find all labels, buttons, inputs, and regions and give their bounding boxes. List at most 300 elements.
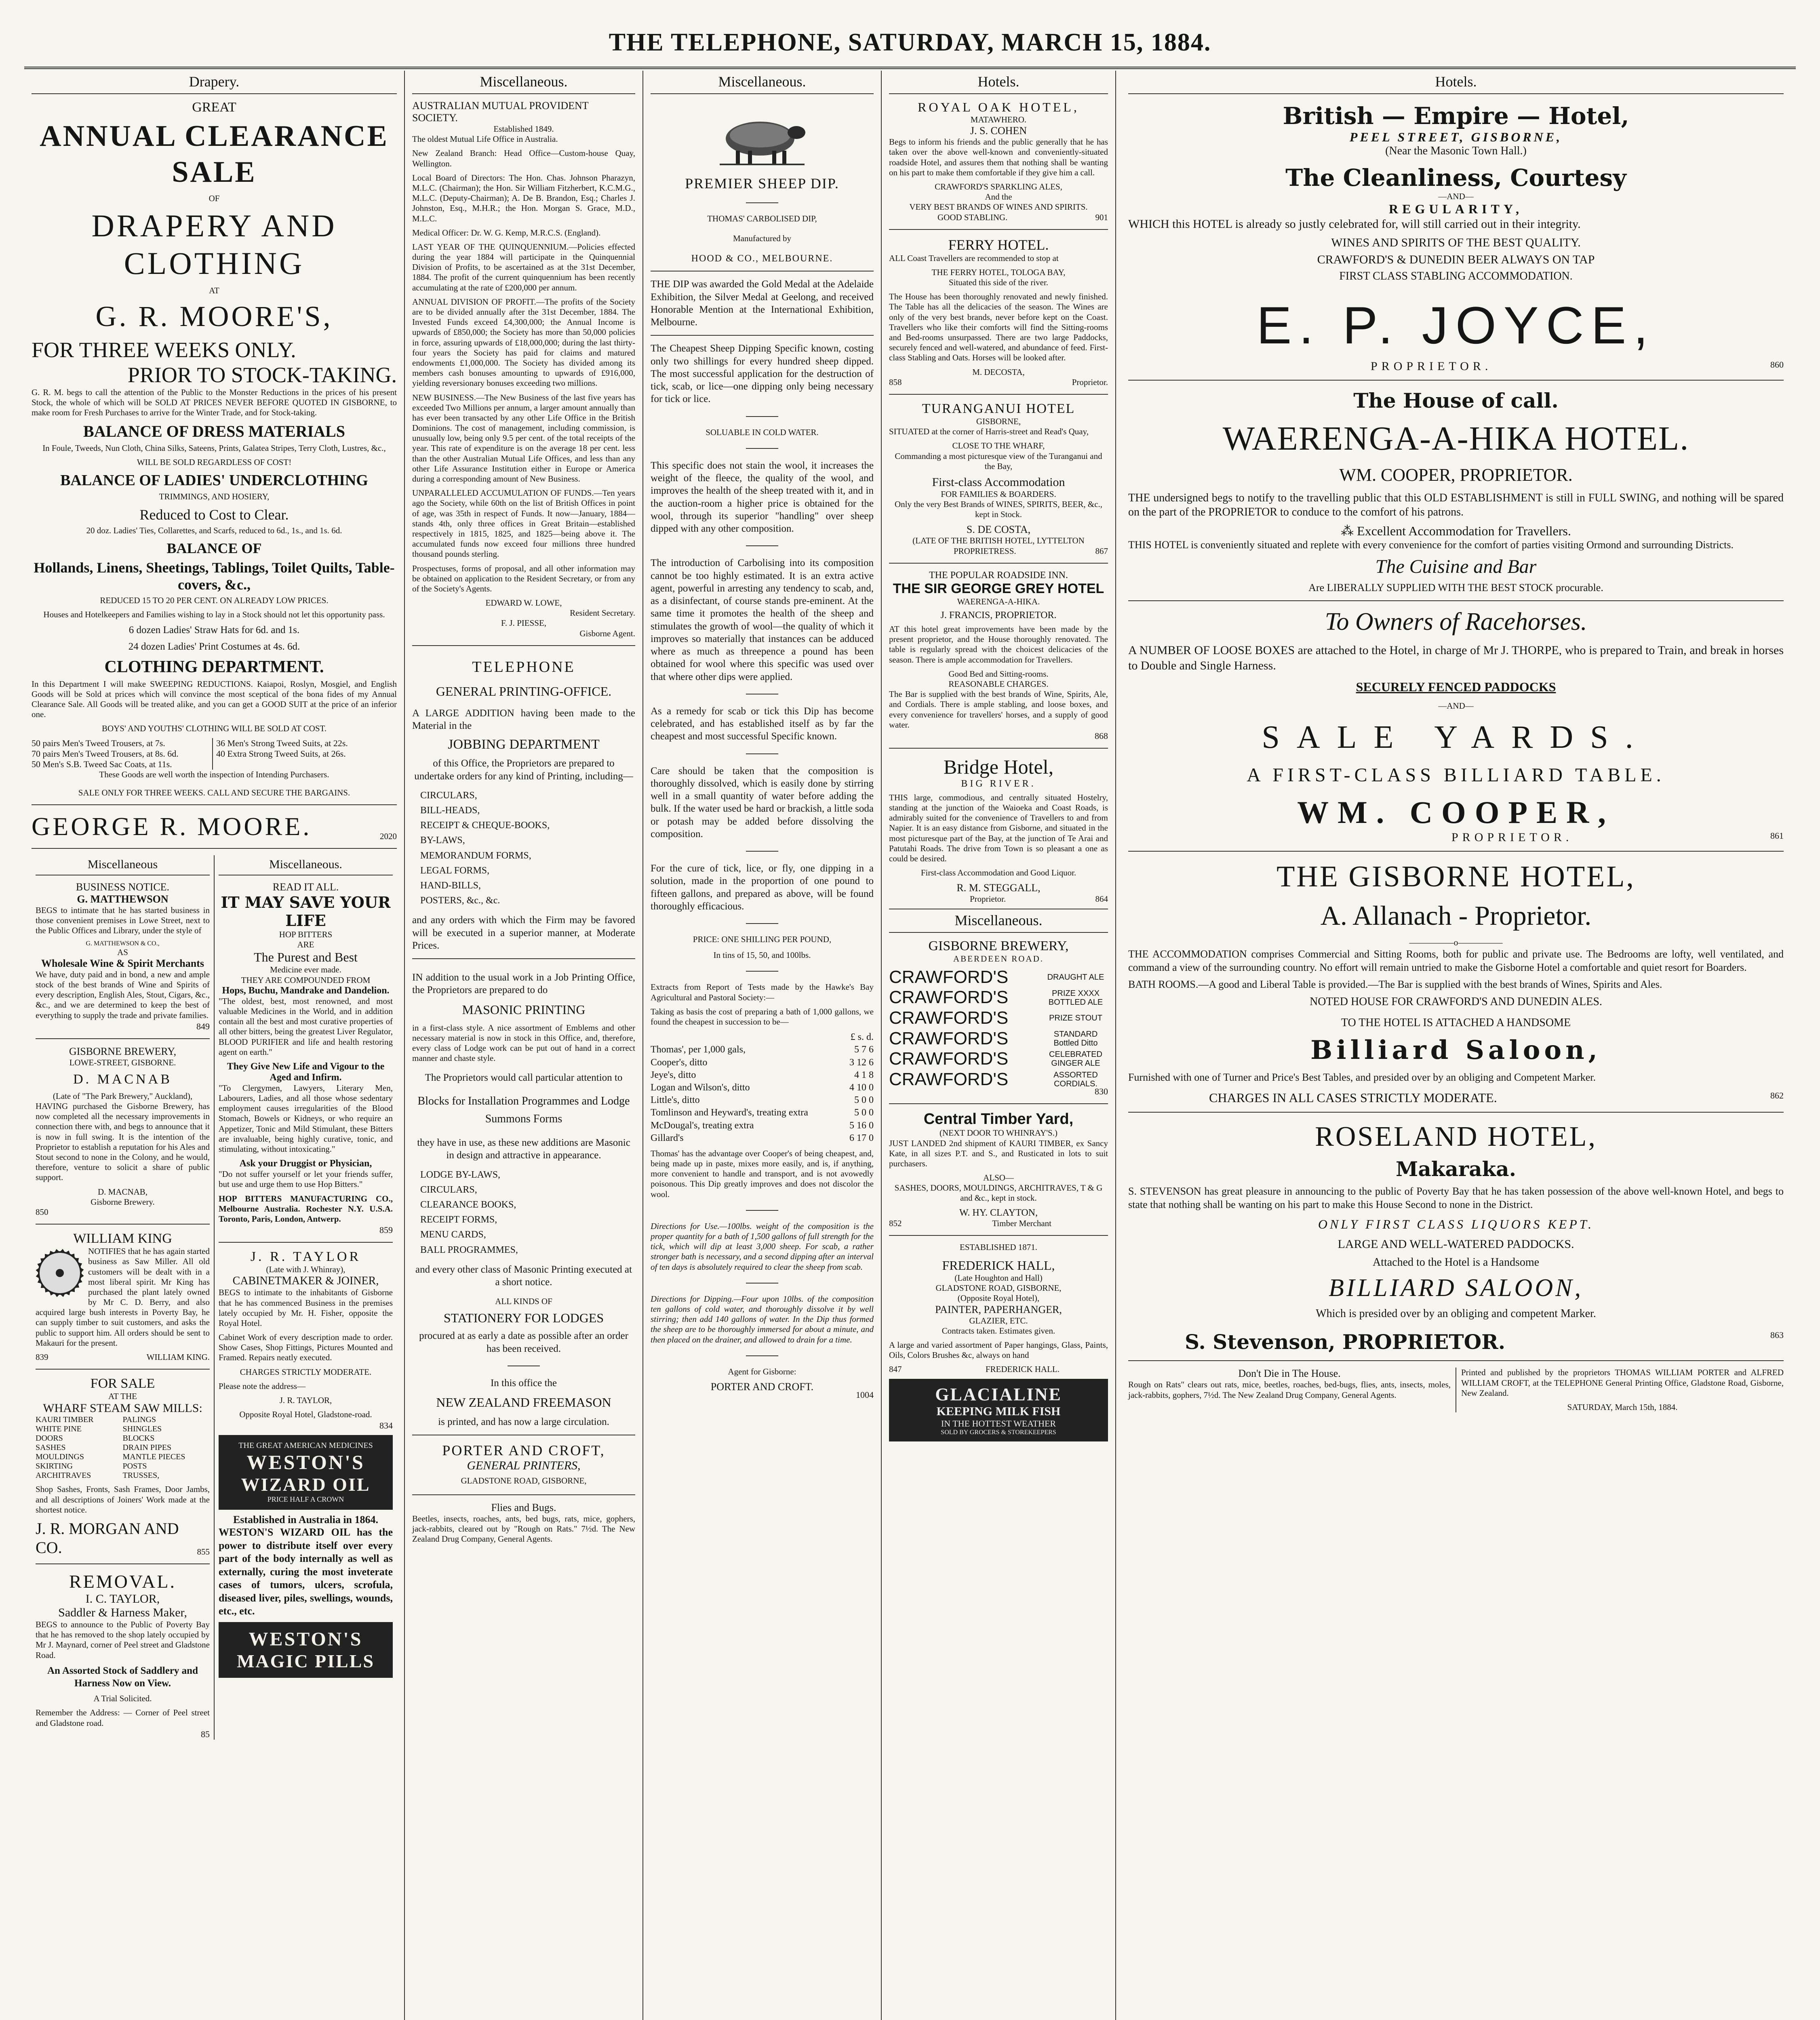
ad-owners: To Owners of Racehorses. <box>1325 608 1587 636</box>
ad-taylor: I. C. TAYLOR, <box>85 1592 160 1605</box>
ad-procured: procured at as early a date as possible after an order has been received. <box>419 1330 628 1354</box>
table-cell-name: McDougal's, treating extra <box>651 1120 754 1131</box>
ad-all-kinds: ALL KINDS OF <box>495 1296 552 1307</box>
ad-as: AS <box>117 947 128 957</box>
ad-give: They Give New Life and Vigour to the Aged and Infirm. <box>227 1061 385 1083</box>
section-heading: Hotels. <box>889 71 1108 94</box>
printing-item: CIRCULARS, <box>420 790 477 801</box>
ad-king-sig: WILLIAM KING. <box>146 1352 210 1362</box>
ad-sale-yards: SALE YARDS. <box>1262 720 1650 755</box>
ad-number: 847 <box>889 1364 902 1374</box>
ad-cooper-text: THE undersigned begs to notify to the travelling public that this OLD ESTABLISHMENT is still in FULL SWING, and nothing will be spared on the part of the PROPRIETOR to conduce to the comfort of his patrons. <box>1128 491 1784 518</box>
ad-bridge: Bridge Hotel, <box>943 755 1054 778</box>
ad-any-other: and any orders with which the Firm may be favored will be executed in a superior manner, at Moderate Prices. <box>412 915 635 951</box>
ad-every-other: and every other class of Masonic Printing executed at a short notice. <box>415 1264 632 1288</box>
ad-clayton: W. HY. CLAYTON, <box>959 1207 1038 1218</box>
ad-give-text: "To Clergymen, Lawyers, Literary Men, Labourers, Ladies, and all those whose sedentary employment causes irregularities of the Blood Stomach, Bowels or Kidneys, or who require an Appetizer, Tonic and Mild Stimulant, these Bitters are invaluable, being highly curative, tonic, and stimulating, without intoxicating." <box>219 1083 393 1154</box>
ad-balance-under-2: TRIMMINGS, AND HOSIERY, <box>159 492 270 502</box>
ad-quin: LAST YEAR OF THE QUINQUENNIUM.—Policies effected during the year 1884 will participate in the Quinquennial Division of Profits, to be ascertained as at the 31st December, 1884. The profit of the current quinquennium has been recently accumulating at the rate of £200,000 per annum. <box>412 242 635 292</box>
ad-number: 85 <box>201 1729 210 1739</box>
ad-near: (Near the Masonic Town Hall.) <box>1385 145 1527 157</box>
table-cell-cost: 5 0 0 <box>854 1107 874 1118</box>
ad-number: 1004 <box>856 1389 874 1400</box>
ad-are: ARE <box>297 940 314 950</box>
ad-morgan: J. R. MORGAN AND CO. <box>36 1519 179 1557</box>
ad-ask: Ask your Druggist or Physician, <box>239 1158 372 1169</box>
ad-directions: Directions for Use.—100lbs. weight of the composition is the proper quantity for a bath of 1,500 gallons of full strength for the tick, which will dip at least 3,000 sheep. For scab, a rather stronger bath is necessary, and a second dipping after an interval of ten days is absolutely required to clear the sheep from scab. <box>651 1221 874 1272</box>
crawford-row <box>889 1008 1108 1029</box>
ad-compounded: THEY ARE COMPOUNDED FROM <box>241 975 371 985</box>
ad-sale-only: SALE ONLY FOR THREE WEEKS. CALL AND SECURE THE BARGAINS. <box>78 787 350 797</box>
sub-columns <box>32 855 397 1740</box>
ad-king: WILLIAM KING <box>73 1231 172 1246</box>
column-misc-1 <box>405 71 642 2020</box>
ad-only: Only the very Best Brands of WINES, SPIRITS, BEER, &c., kept in Stock. <box>894 499 1103 520</box>
ad-hop: HOP BITTERS <box>279 930 333 940</box>
ad-timber-list <box>36 1415 210 1480</box>
masthead-title: THE TELEPHONE, SATURDAY, MARCH 15, 1884. <box>24 18 1796 69</box>
crawford-brand: CRAWFORD'S <box>889 1049 1009 1069</box>
table-cell-name: Thomas', per 1,000 gals, <box>651 1044 746 1055</box>
ad-flies-text: Beetles, insects, roaches, ants, bed bugs, rats, mice, gophers, jack-rabbits, cleared out by "Rough on Rats." 7½d. The New Zealand Drug Company, General Agents. <box>412 1513 635 1544</box>
ad-masonic-text: in a first-class style. A nice assortment of Emblems and other necessary material is now in stock in this Office, and, therefore, every class of Lodge work can be put out of hand in a correct manner and chaste style. <box>412 1023 635 1063</box>
ad-assorted: An Assorted Stock of Saddlery and Harness Now on View. <box>47 1665 198 1689</box>
ad-number: 834 <box>379 1420 393 1431</box>
glaciaine-logo <box>889 1379 1108 1441</box>
ad-francis-text: AT this hotel great improvements have been made by the present proprietor, and the House thoroughly renovated. The table is regularly spread with the choicest delicacies of the season. There is ample accommodation for Travellers. <box>889 624 1108 665</box>
ad-hollands: Hollands, Linens, Sheetings, Tablings, Toilet Quilts, Table-covers, &c., <box>34 559 395 593</box>
ad-first-class: First-class Accommodation and Good Liquor. <box>921 868 1076 878</box>
ad-securely: SECURELY FENCED PADDOCKS <box>1356 680 1556 694</box>
ad-soluble: SOLUABLE IN COLD WATER. <box>706 427 819 437</box>
ad-waerenga-hotel: WAERENGA-A-HIKA HOTEL. <box>1222 419 1689 457</box>
ad-liberally: Are LIBERALLY SUPPLIED WITH THE BEST STOCK procurable. <box>1308 582 1603 594</box>
table-cell-name: Gillard's <box>651 1132 684 1143</box>
ad-matthewson-text: BEGS to intimate that he has started business in those convenient premises in Lowe Street, next to the Public Offices and Library, under the style of <box>36 905 210 936</box>
ad-bridge-text: THIS large, commodious, and centrally situated Hostelry, standing at the junction of the Waioeka and Coast Roads, is admirably suited for the convenience of Travellers to and from Napier. It is an easy distance from Gisborne, and situated in the most picturesque part of the Bay, at the junction of Te Arai and Patutahi Roads. The drive from Town is so pleasant a one as could be desired. <box>889 792 1108 863</box>
ad-balance-under-3: Reduced to Cost to Clear. <box>139 506 289 523</box>
ad-cooper: WM. COOPER, PROPRIETOR. <box>1339 465 1573 485</box>
ad-crawfords2: And the <box>985 192 1012 202</box>
ad-printing: GENERAL PRINTING-OFFICE. <box>436 684 612 699</box>
ad-houghton: (Late Houghton and Hall) <box>954 1273 1043 1283</box>
section-heading: Hotels. <box>1128 71 1784 94</box>
sub-column-left <box>32 855 214 1740</box>
lodge-item: RECEIPT FORMS, <box>420 1214 497 1225</box>
ad-tins: In tins of 15, 50, and 100lbs. <box>713 950 811 960</box>
ad-hollands-2: REDUCED 15 TO 20 PER CENT. ON ALREADY LOW PRICES. <box>100 595 329 605</box>
crawford-brand: CRAWFORD'S <box>889 1069 1009 1089</box>
ad-presided: Which is presided over by an obliging and competent Marker. <box>1316 1307 1596 1320</box>
ad-ferry3: Situated this side of the river. <box>948 278 1049 288</box>
section-heading: Miscellaneous. <box>412 71 635 94</box>
table-cell-cost: 5 7 6 <box>854 1044 874 1055</box>
ad-address: Please note the address— <box>219 1381 306 1391</box>
ad-clothing-text: In this Department I will make SWEEPING REDUCTIONS. Kaiapoi, Roslyn, Mosgiel, and English Goods will be Sold at prices which will convince the most sceptical of the bona fides of my Annual Clearance Sale. All Goods will be treated alike, and you can get a GOOD SUIT at the price of an inferior one. <box>32 679 397 720</box>
timber-list-left <box>36 1415 123 1480</box>
ad-brewery-addr: LOWE-STREET, GISBORNE. <box>69 1057 176 1067</box>
ad-macnab-text: HAVING purchased the Gisborne Brewery, has now completed all the necessary improvements in connection there with, and begs to announce that it is now in full swing. It is the intention of the Proprietor to establish a reputation for his Ales and Stout second to none in the Colony, and he would, therefore, venture to solicit a share of public support. <box>36 1101 210 1183</box>
ad-proprietor: Proprietor. <box>1072 377 1108 387</box>
sheep-icon <box>716 110 809 167</box>
ad-amps: AUSTRALIAN MUTUAL PROVIDENT SOCIETY. <box>412 100 589 124</box>
ad-ferry-text: ALL Coast Travellers are recommended to stop at <box>889 253 1059 263</box>
ad-waerenga: WAERENGA-A-HIKA. <box>957 596 1040 606</box>
logo-sold: SOLD BY GROCERS & STOREKEEPERS <box>941 1429 1056 1436</box>
ad-drapery-clothing: DRAPERY AND CLOTHING <box>91 208 337 281</box>
ad-charges: CHARGES IN ALL CASES STRICTLY MODERATE. <box>1209 1090 1497 1105</box>
table-row <box>651 1056 874 1069</box>
ad-charges: CHARGES STRICTLY MODERATE. <box>240 1367 372 1377</box>
ad-gladstone: GLADSTONE ROAD, GISBORNE, <box>935 1283 1062 1293</box>
ad-addr3: Opposite Royal Hotel, Gladstone-road. <box>239 1410 372 1420</box>
ad-gb: GISBORNE BREWERY, <box>928 938 1069 953</box>
ad-number: 852 <box>889 1218 902 1228</box>
ad-painter: PAINTER, PAPERHANGER, <box>935 1303 1062 1315</box>
lodge-item: CLEARANCE BOOKS, <box>420 1199 516 1210</box>
ad-balance-of: BALANCE OF <box>166 540 262 556</box>
ad-lowe2: Resident Secretary. <box>570 608 635 618</box>
table-cell-name: Logan and Wilson's, ditto <box>651 1082 750 1093</box>
section-heading: Miscellaneous. <box>651 71 874 94</box>
logo-great-american: THE GREAT AMERICAN MEDICINES <box>238 1441 373 1450</box>
ad-paddocks: LARGE AND WELL-WATERED PADDOCKS. <box>1338 1237 1574 1251</box>
ad-steggall: R. M. STEGGALL, <box>956 882 1041 894</box>
ad-purest: The Purest and Best <box>254 950 358 965</box>
logo-price: PRICE HALF A CROWN <box>267 1495 344 1504</box>
ad-est: Established in Australia in 1864. <box>233 1514 379 1526</box>
table-row <box>651 1107 874 1119</box>
ad-proprietor-2: PROPRIETOR. <box>1451 831 1573 844</box>
ad-wholesale-text: We have, duty paid and in bond, a new and ample stock of the best brands of Wine and Spirits of every description, English Ales, Stout, Cigars, &c., &c., and we are determined to keep the best of everything to supply the trade and private families. <box>36 969 210 1020</box>
ad-at-the: AT THE <box>108 1391 137 1401</box>
ad-read: READ IT ALL. <box>272 881 339 893</box>
ad-macnab-sig2: Gisborne Brewery. <box>91 1197 155 1207</box>
ad-of: OF <box>209 193 220 203</box>
ad-cabinet-text2: Cabinet Work of every description made to order. Show Cases, Shop Fittings, Pictures Mounted and Framed. Repairs neatly executed. <box>219 1332 393 1363</box>
ad-in-addition: IN addition to the usual work in a Job Printing Office, the Proprietors are prepared to do <box>412 972 635 996</box>
suits-right <box>212 738 397 770</box>
sub-column-right <box>214 855 397 1740</box>
ad-grey: THE SIR GEORGE GREY HOTEL <box>893 581 1104 596</box>
ad-next: (NEXT DOOR TO WHINRAY'S.) <box>939 1128 1057 1138</box>
ad-cleanliness: The Cleanliness, Courtesy <box>1285 164 1626 191</box>
ad-annual: ANNUAL DIVISION OF PROFIT.—The profits of the Society are to be divided annually after the 31st December, 1884. The Invested Funds exceed £4,300,000; the Annual Income is upwards of £850,000; the Society has more than 50,000 policies in force, assuring upwards of £18,000,000; during the last thirty-four years the Society has paid for claims and matured endowments £1,000,000. The Society has divided among its members cash bonuses amounting to upwards of £916,000, yielding reversionary bonuses exceeding two millions. <box>412 297 635 388</box>
ad-hops-text: "The oldest, best, most renowned, and most valuable Medicines in the World, and in addition contain all the best and most curative properties of all other bitters, being the greatest Liver Regulator, BLOOD PURIFIER and life and health restoring agent on earth." <box>219 996 393 1057</box>
ad-ferry: FERRY HOTEL. <box>948 236 1049 253</box>
ad-number: 830 <box>1095 1086 1108 1097</box>
ad-number: 839 <box>36 1352 48 1362</box>
ad-blocks-text: they have in use, as these new additions are Masonic in design and attractive in appearance. <box>417 1137 630 1161</box>
section-heading: Miscellaneous <box>36 855 210 875</box>
lodge-item: BALL PROGRAMMES, <box>420 1244 518 1255</box>
ad-sdecosta: S. DE COSTA, <box>966 524 1031 536</box>
ad-crawfords: CRAWFORD'S SPARKLING ALES, <box>935 181 1062 191</box>
ad-masonic: MASONIC PRINTING <box>462 1002 586 1017</box>
ad-local: Local Board of Directors: The Hon. Chas. Johnson Pharazyn, M.L.C. (Chairman); the Hon. Sir William Fitzherbert, K.C.M.G., M.L.C. (Deputy-Chairman); A. De B. Brandon, Esq.; Charles J. Johnston, Esq., M.H.R.; the Hon. Morgan S. Grace, M.D., M.L.C. <box>412 173 635 223</box>
ad-balance-under-4: 20 doz. Ladies' Ties, Collarettes, and Scarfs, reduced to 6d., 1s., and 1s. 6d. <box>86 525 342 535</box>
ad-save: IT MAY SAVE YOUR LIFE <box>221 893 391 930</box>
lodge-list <box>420 1168 635 1258</box>
ad-peel: PEEL STREET, GISBORNE, <box>1349 130 1563 144</box>
ad-premier: PREMIER SHEEP DIP. <box>685 175 839 191</box>
ad-moores: G. R. MOORE'S, <box>95 300 333 333</box>
ad-boys: BOYS' AND YOUTHS' CLOTHING WILL BE SOLD AT COST. <box>101 724 327 734</box>
ad-macnab-sig: D. MACNAB, <box>97 1187 148 1197</box>
ad-whinray: (Late with J. Whinray), <box>266 1265 345 1275</box>
ad-hops: Hops, Buchu, Mandrake and Dandelion. <box>222 985 390 996</box>
ad-bath: BATH ROOMS.—A good and Liberal Table is provided.—The Bar is supplied with the best brands of Wines, Spirits and Ales. <box>1128 978 1662 991</box>
table-row <box>651 1119 874 1132</box>
ad-removal: REMOVAL. <box>69 1571 176 1592</box>
logo-westons-2: WESTON'S <box>249 1628 363 1650</box>
ad-saddler: Saddler & Harness Maker, <box>58 1605 187 1619</box>
ad-rough: Rough on Rats" clears out rats, mice, beetles, roaches, bed-bugs, flies, ants, insects, moles, jack-rabbits, gophers, 7½d. The New Zealand Drug Company, General Agents. <box>1128 1380 1451 1400</box>
ad-manufactured: Manufactured by <box>733 234 792 244</box>
ad-number: 850 <box>36 1207 48 1217</box>
crawford-row <box>889 967 1108 988</box>
ad-intro: G. R. M. begs to call the attention of the Public to the Monster Reductions in the prices of his present Stock, the whole of which will be SOLD AT PRICES NEVER BEFORE QUOTED IN GISBORNE, to make room for Fresh Purchases to arrive for the Winter Trade, and for Stock-taking. <box>32 387 397 417</box>
crawford-brand: CRAWFORD'S <box>889 987 1009 1008</box>
crawford-product: CELEBRATED GINGER ALE <box>1049 1050 1102 1068</box>
ad-contracts: Contracts taken. Estimates given. <box>942 1326 1055 1336</box>
ad-shop: Shop Sashes, Fronts, Sash Frames, Door Jambs, and all descriptions of Joiners' Work made at the shortest notice. <box>36 1484 210 1515</box>
ad-piesse2: Gisborne Agent. <box>579 628 635 638</box>
table-cell-cost: 5 16 0 <box>849 1120 874 1131</box>
ad-makaraka: Makaraka. <box>1396 1157 1516 1181</box>
magic-pills-logo <box>219 1622 393 1678</box>
ad-frederick: FREDERICK HALL, <box>942 1258 1055 1273</box>
ad-suits <box>32 738 397 770</box>
ad-george-moore: GEORGE R. MOORE. <box>32 812 312 841</box>
table-cell-name: Cooper's, ditto <box>651 1057 708 1068</box>
ad-ferry-text2: The House has been thoroughly renovated and newly finished. The Table has all the delicacies of the season. The Wines are only of the very best brands, never before kept on the Coast. Travellers who like their comforts will find the Sitting-rooms and Bed-rooms unsurpassed. There are two large Paddocks, securely fenced and well-watered, and abundance of feed. First-class Stabling and Oats. Horses will be looked after. <box>889 292 1108 363</box>
lodge-item: CIRCULARS, <box>420 1184 477 1195</box>
logo-westons: WESTON'S <box>246 1451 365 1474</box>
ad-big-river: BIG RIVER. <box>961 778 1036 789</box>
ad-jobbing-text: of this Office, the Proprietors are prepared to undertake orders for any kind of Printing, including— <box>414 758 633 782</box>
ad-est: Established 1849. <box>493 124 554 134</box>
suit-price-item: 40 Extra Strong Tweed Suits, at 26s. <box>216 748 346 759</box>
crawford-product: STANDARD Bottled Ditto <box>1053 1029 1098 1048</box>
table-cell-cost: 5 0 0 <box>854 1095 874 1106</box>
table-row <box>651 1044 874 1056</box>
table-cell-cost: 4 10 0 <box>849 1082 874 1093</box>
ad-hop-co: HOP BITTERS MANUFACTURING CO., Melbourne Australia. Rochester N.Y. U.S.A. Toronto, Paris, London, Antwerp. <box>219 1193 393 1224</box>
ad-cohen-text: Begs to inform his friends and the public generally that he has taken over the above well-known and conveniently-situated roadside Hotel, and assures them that nothing shall be wanting on his part to make them comfortable if they give him a call. <box>889 137 1108 177</box>
printing-item: BY-LAWS, <box>420 835 465 846</box>
crawford-product: ASSORTED CORDIALS. <box>1053 1071 1098 1089</box>
ad-decosta: M. DECOSTA, <box>972 367 1025 377</box>
ad-accom2: FOR FAMILIES & BOARDERS. <box>941 489 1056 499</box>
ad-gladstone: GLADSTONE ROAD, GISBORNE, <box>461 1476 587 1486</box>
ad-attached: TO THE HOTEL IS ATTACHED A HANDSOME <box>1341 1016 1571 1029</box>
ad-also2: SASHES, DOORS, MOULDINGS, ARCHITRAVES, T & G and &c., kept in stock. <box>894 1183 1103 1203</box>
ad-hats-2: 24 dozen Ladies' Print Costumes at 4s. 6d. <box>128 641 300 652</box>
timber-item: DRAIN PIPES <box>122 1443 172 1452</box>
ad-loose: A NUMBER OF LOOSE BOXES are attached to the Hotel, in charge of Mr J. THORPE, who is prepared to Train, and break in horses to Double and Single Harness. <box>1128 644 1784 672</box>
ad-late2: PROPRIETRESS. <box>954 546 1016 556</box>
ad-at: AT <box>209 285 219 295</box>
ad-brewery: GISBORNE BREWERY, <box>69 1045 177 1057</box>
ad-very-best: VERY BEST BRANDS OF WINES AND SPIRITS. <box>909 202 1088 212</box>
ad-notice: BUSINESS NOTICE. <box>76 881 170 893</box>
ad-wm-cooper: WM. COOPER, <box>1297 795 1615 830</box>
ad-turanganui: TURANGANUI HOTEL <box>922 401 1075 416</box>
crawford-row <box>889 1029 1108 1049</box>
ornament-divider: —————o————— <box>1409 937 1503 948</box>
ad-stevenson: S. Stevenson, PROPRIETOR. <box>1185 1330 1506 1354</box>
table-row <box>651 1082 874 1094</box>
ad-situated: SITUATED at the corner of Harris-street and Read's Quay, <box>889 427 1089 437</box>
timber-item: TRUSSES, <box>122 1471 160 1480</box>
crawford-brand: CRAWFORD'S <box>889 1008 1009 1028</box>
imprint: Printed and published by the proprietors THOMAS WILLIAM PORTER and ALFRED WILLIAM CROFT, at the TELEPHONE General Printing Office, Gladstone Road, Gisborne, New Zealand. <box>1461 1368 1784 1398</box>
ad-cohen: J. S. COHEN <box>970 125 1027 137</box>
ad-extracts: Extracts from Report of Tests made by the Hawke's Bay Agricultural and Pastoral Society:— <box>651 982 874 1002</box>
logo-wizard-oil: WIZARD OIL <box>241 1474 371 1495</box>
ad-stationery: STATIONERY FOR LODGES <box>443 1311 604 1326</box>
timber-item: PALINGS <box>122 1415 156 1425</box>
timber-item: SHINGLES <box>122 1425 162 1434</box>
ad-for-sale: FOR SALE <box>90 1376 155 1391</box>
westons-logo <box>219 1435 393 1510</box>
section-heading: Drapery. <box>32 71 397 94</box>
column-misc-2 <box>643 71 881 2020</box>
ad-wharf: WHARF STEAM SAW MILLS: <box>43 1401 202 1415</box>
ad-specific: This specific does not stain the wool, it increases the weight of the fleece, the quality of the wool, and improves the health of the sheep treated with it, and in the auction-room a higher price is obtained for the wool, through its superior "handling" over sheep dipped with any other composition. <box>651 460 874 534</box>
ad-ask-text: "Do not suffer yourself or let your friends suffer, but use and urge them to use Hop Bitters." <box>219 1169 393 1189</box>
ad-telephone: TELEPHONE <box>472 658 575 675</box>
ad-general: GENERAL PRINTERS, <box>467 1459 581 1473</box>
ad-annual-sale: ANNUAL CLEARANCE SALE <box>40 120 389 189</box>
ad-number: 901 <box>1095 212 1108 222</box>
printing-item: BILL-HEADS, <box>420 805 480 816</box>
ad-stabling: FIRST CLASS STABLING ACCOMMODATION. <box>1339 269 1573 282</box>
table-cell-name: Tomlinson and Heyward's, treating extra <box>651 1107 808 1118</box>
ad-flies: Flies and Bugs. <box>491 1501 556 1513</box>
section-heading: Miscellaneous. <box>889 909 1108 933</box>
ad-accom: First-class Accommodation <box>932 475 1065 489</box>
ad-jobbing: JOBBING DEPARTMENT <box>448 737 600 752</box>
ad-balance-dress: BALANCE OF DRESS MATERIALS <box>83 422 345 441</box>
ad-wizard-text: WESTON'S WIZARD OIL has the power to distribute itself over every part of the body internally as well as externally, curing the most inveterate cases of tumors, ulcers, scrofula, diseased liver, piles, swellings, wounds, etc., etc. <box>219 1526 393 1617</box>
timber-item: MANTLE PIECES <box>122 1452 185 1462</box>
ad-number: 863 <box>1770 1330 1784 1340</box>
ad-trial: A Trial Solicited. <box>93 1694 152 1704</box>
suit-price-item: 70 pairs Men's Tweed Trousers, at 8s. 6d. <box>32 748 179 759</box>
ad-hollands-3: Houses and Hotelkeepers and Families wishing to lay in a Stock should not let this opportunity pass. <box>43 610 385 620</box>
ad-stabling: GOOD STABLING. <box>937 212 1008 222</box>
ad-cuisine: The Cuisine and Bar <box>1375 556 1537 578</box>
ad-macnab: D. MACNAB <box>73 1071 172 1087</box>
ad-royal-oak: ROYAL OAK HOTEL, <box>918 100 1079 114</box>
ad-lowe: EDWARD W. LOWE, <box>485 598 562 608</box>
crawford-list <box>889 967 1108 1090</box>
ad-aberdeen: ABERDEEN ROAD. <box>953 953 1044 964</box>
logo-magic-pills: MAGIC PILLS <box>237 1650 375 1671</box>
ad-piesse: F. J. PIESSE, <box>501 618 547 628</box>
ad-balance-dress-text: In Foule, Tweeds, Nun Cloth, China Silks, Sateens, Prints, Galatea Stripes, Terry Cloth, Lustres, &c., <box>42 443 386 453</box>
ad-crawford: CRAWFORD'S & DUNEDIN BEER ALWAYS ON TAP <box>1317 253 1595 266</box>
ad-noted: NOTED HOUSE FOR CRAWFORD'S AND DUNEDIN ALES. <box>1310 995 1602 1008</box>
ad-macnab-late: (Late of "The Park Brewery," Auckland), <box>53 1091 193 1101</box>
ad-porter-croft: PORTER AND CROFT. <box>710 1380 814 1393</box>
ad-blocks: Blocks for Installation Programmes and Lodge Summons Forms <box>417 1094 630 1126</box>
logo-glaciaine: GLACIALINE <box>935 1384 1062 1404</box>
lodge-item: LODGE BY-LAWS, <box>420 1169 501 1180</box>
ad-price: PRICE: ONE SHILLING PER POUND, <box>693 934 832 945</box>
ad-francis: J. FRANCIS, PROPRIETOR. <box>940 610 1057 621</box>
ad-great: GREAT <box>192 100 236 115</box>
ad-gold: THE DIP was awarded the Gold Medal at the Adelaide Exhibition, the Silver Medal at Geelong, and received Honorable Mention at the International Exhibition, Melbourne. <box>651 279 874 328</box>
ad-agent: Agent for Gisborne: <box>728 1366 796 1376</box>
ad-clothing-dept: CLOTHING DEPARTMENT. <box>104 657 324 676</box>
ad-established: ESTABLISHED 1871. <box>960 1242 1037 1252</box>
logo-keeping: KEEPING MILK FISH <box>936 1404 1061 1418</box>
column-hotels-1 <box>882 71 1115 2020</box>
printing-list <box>420 788 635 909</box>
ad-number: 862 <box>1770 1090 1784 1101</box>
ad-excellent: ⁂ Excellent Accommodation for Travellers. <box>1341 523 1571 538</box>
imprint-date: SATURDAY, March 15th, 1884. <box>1567 1402 1678 1412</box>
ad-taylor-text: BEGS to announce to the Public of Poverty Bay that he has removed to the shop lately occupied by Mr J. Maynard, corner of Peel street and Gladstone Road. <box>36 1619 210 1660</box>
table-header <box>651 1031 874 1044</box>
ad-steggall2: Proprietor. <box>970 894 1006 904</box>
ad-ferry2: THE FERRY HOTEL, TOLOGA BAY, <box>931 267 1066 277</box>
ad-prior: PRIOR TO STOCK-TAKING. <box>127 362 397 387</box>
ad-cheapest: The Cheapest Sheep Dipping Specific known, costing only two shillings for every hundred sheep dipped. The most successful application for the destruction of tick, scab, or lice—one dipping only being necessary for tick or lice. <box>651 343 874 405</box>
ad-attached2: Attached to the Hotel is a Handsome <box>1372 1256 1540 1269</box>
ad-accommodation: THE ACCOMMODATION comprises Commercial and Sitting Rooms, both for public and private use. The Bedrooms are lofty, well ventilated, and command a view of the surrounding country. No effort will remain untried to make the Gisborne Hotel a comfortable and quiet resort for Boarders. <box>1128 948 1784 973</box>
ad-care: Care should be taken that the composition is thoroughly dissolved, which is easily done by stirring well in a small quantity of water before adding the bulk. If the water used be hard or brackish, a little soda or potash may be added before dissolving the composition. <box>651 765 874 840</box>
ad-late: (LATE OF THE BRITISH HOTEL, LYTTELTON <box>912 536 1085 546</box>
ad-newbiz: NEW BUSINESS.—The New Business of the last five years has exceeded Two Millions per annum, a larger amount annually than has ever been transacted by any other Life Office in the British Dominions. The cost of management, including commission, is unusually low, being only 9.5 per cent. of the total receipts of the year. This rate of expenditure is on the average 18 per cent. less than the other Australian Mutual Life Offices, and less than any other Life Assurance Institution either in Europe or America during a corresponding amount of New Business. <box>412 392 635 484</box>
printing-item: MEMORANDUM FORMS, <box>420 850 531 861</box>
ad-furnished: Furnished with one of Turner and Price's Best Tables, and presided over by an obliging and Competent Marker. <box>1128 1071 1596 1083</box>
ad-balance-dress-sold: WILL BE SOLD REGARDLESS OF COST! <box>137 457 292 467</box>
ad-matawhero: MATAWHERO. <box>970 115 1027 124</box>
ad-glazier: GLAZIER, ETC. <box>969 1315 1028 1326</box>
ad-also: ALSO— <box>983 1173 1014 1183</box>
table-cell-cost: 4 1 8 <box>854 1069 874 1080</box>
crawford-product: PRIZE XXXX BOTTLED ALE <box>1048 989 1103 1007</box>
crawford-brand: CRAWFORD'S <box>889 967 1009 987</box>
ad-only: ONLY FIRST CLASS LIQUORS KEPT. <box>1318 1217 1594 1232</box>
crawford-product: DRAUGHT ALE <box>1047 973 1104 982</box>
ad-number: 858 <box>889 377 902 387</box>
ad-roseland: ROSELAND HOTEL, <box>1315 1121 1597 1153</box>
ad-opposite: (Opposite Royal Hotel), <box>957 1293 1040 1303</box>
printing-item: HAND-BILLS, <box>420 880 481 891</box>
ad-wines: WINES AND SPIRITS OF THE BEST QUALITY. <box>1331 236 1581 249</box>
ad-dont-die: Don't Die in The House. <box>1238 1368 1341 1380</box>
ad-advantage: Thomas' has the advantage over Cooper's of being cheapest, and, being made up in paste, mixes more easily, and is, if anything, more convenient to handle and transport, and is not avowedly poisonous. This Dip greatly improves and does not discolor the wool. <box>651 1148 874 1199</box>
ad-central: Central Timber Yard, <box>923 1111 1074 1128</box>
timber-item: MOULDINGS <box>36 1452 84 1462</box>
ad-number: 855 <box>197 1547 210 1557</box>
crawford-row <box>889 1049 1108 1069</box>
suit-price-item: 36 Men's Strong Tweed Suits, at 22s. <box>216 738 348 748</box>
ad-remember: Remember the Address: — Corner of Peel street and Gladstone road. <box>36 1708 210 1728</box>
ad-gisborne: GISBORNE, <box>976 416 1021 426</box>
ad-intro: The introduction of Carbolising into its composition cannot be too highly estimated. It is an extra active agent, powerful in arresting any tendency to scab, and, as a disinfectant, of course stands pre-eminent. At the same time it promotes the health of the sheep and stimulates the growth of wool—the quality of which it improves so materially that instances can be adduced where as much as threepence a pound has been obtained for wool where this specific was used over that where other dips were applied. <box>651 558 874 682</box>
table-row <box>651 1132 874 1145</box>
ad-taking: Taking as basis the cost of preparing a bath of 1,000 gallons, we found the cheapest in succession to be— <box>651 1006 874 1027</box>
ad-attention: The Proprietors would call particular attention to <box>425 1072 623 1084</box>
timber-item: SASHES <box>36 1443 66 1452</box>
ad-printed: is printed, and has now a large circulation. <box>438 1416 609 1428</box>
